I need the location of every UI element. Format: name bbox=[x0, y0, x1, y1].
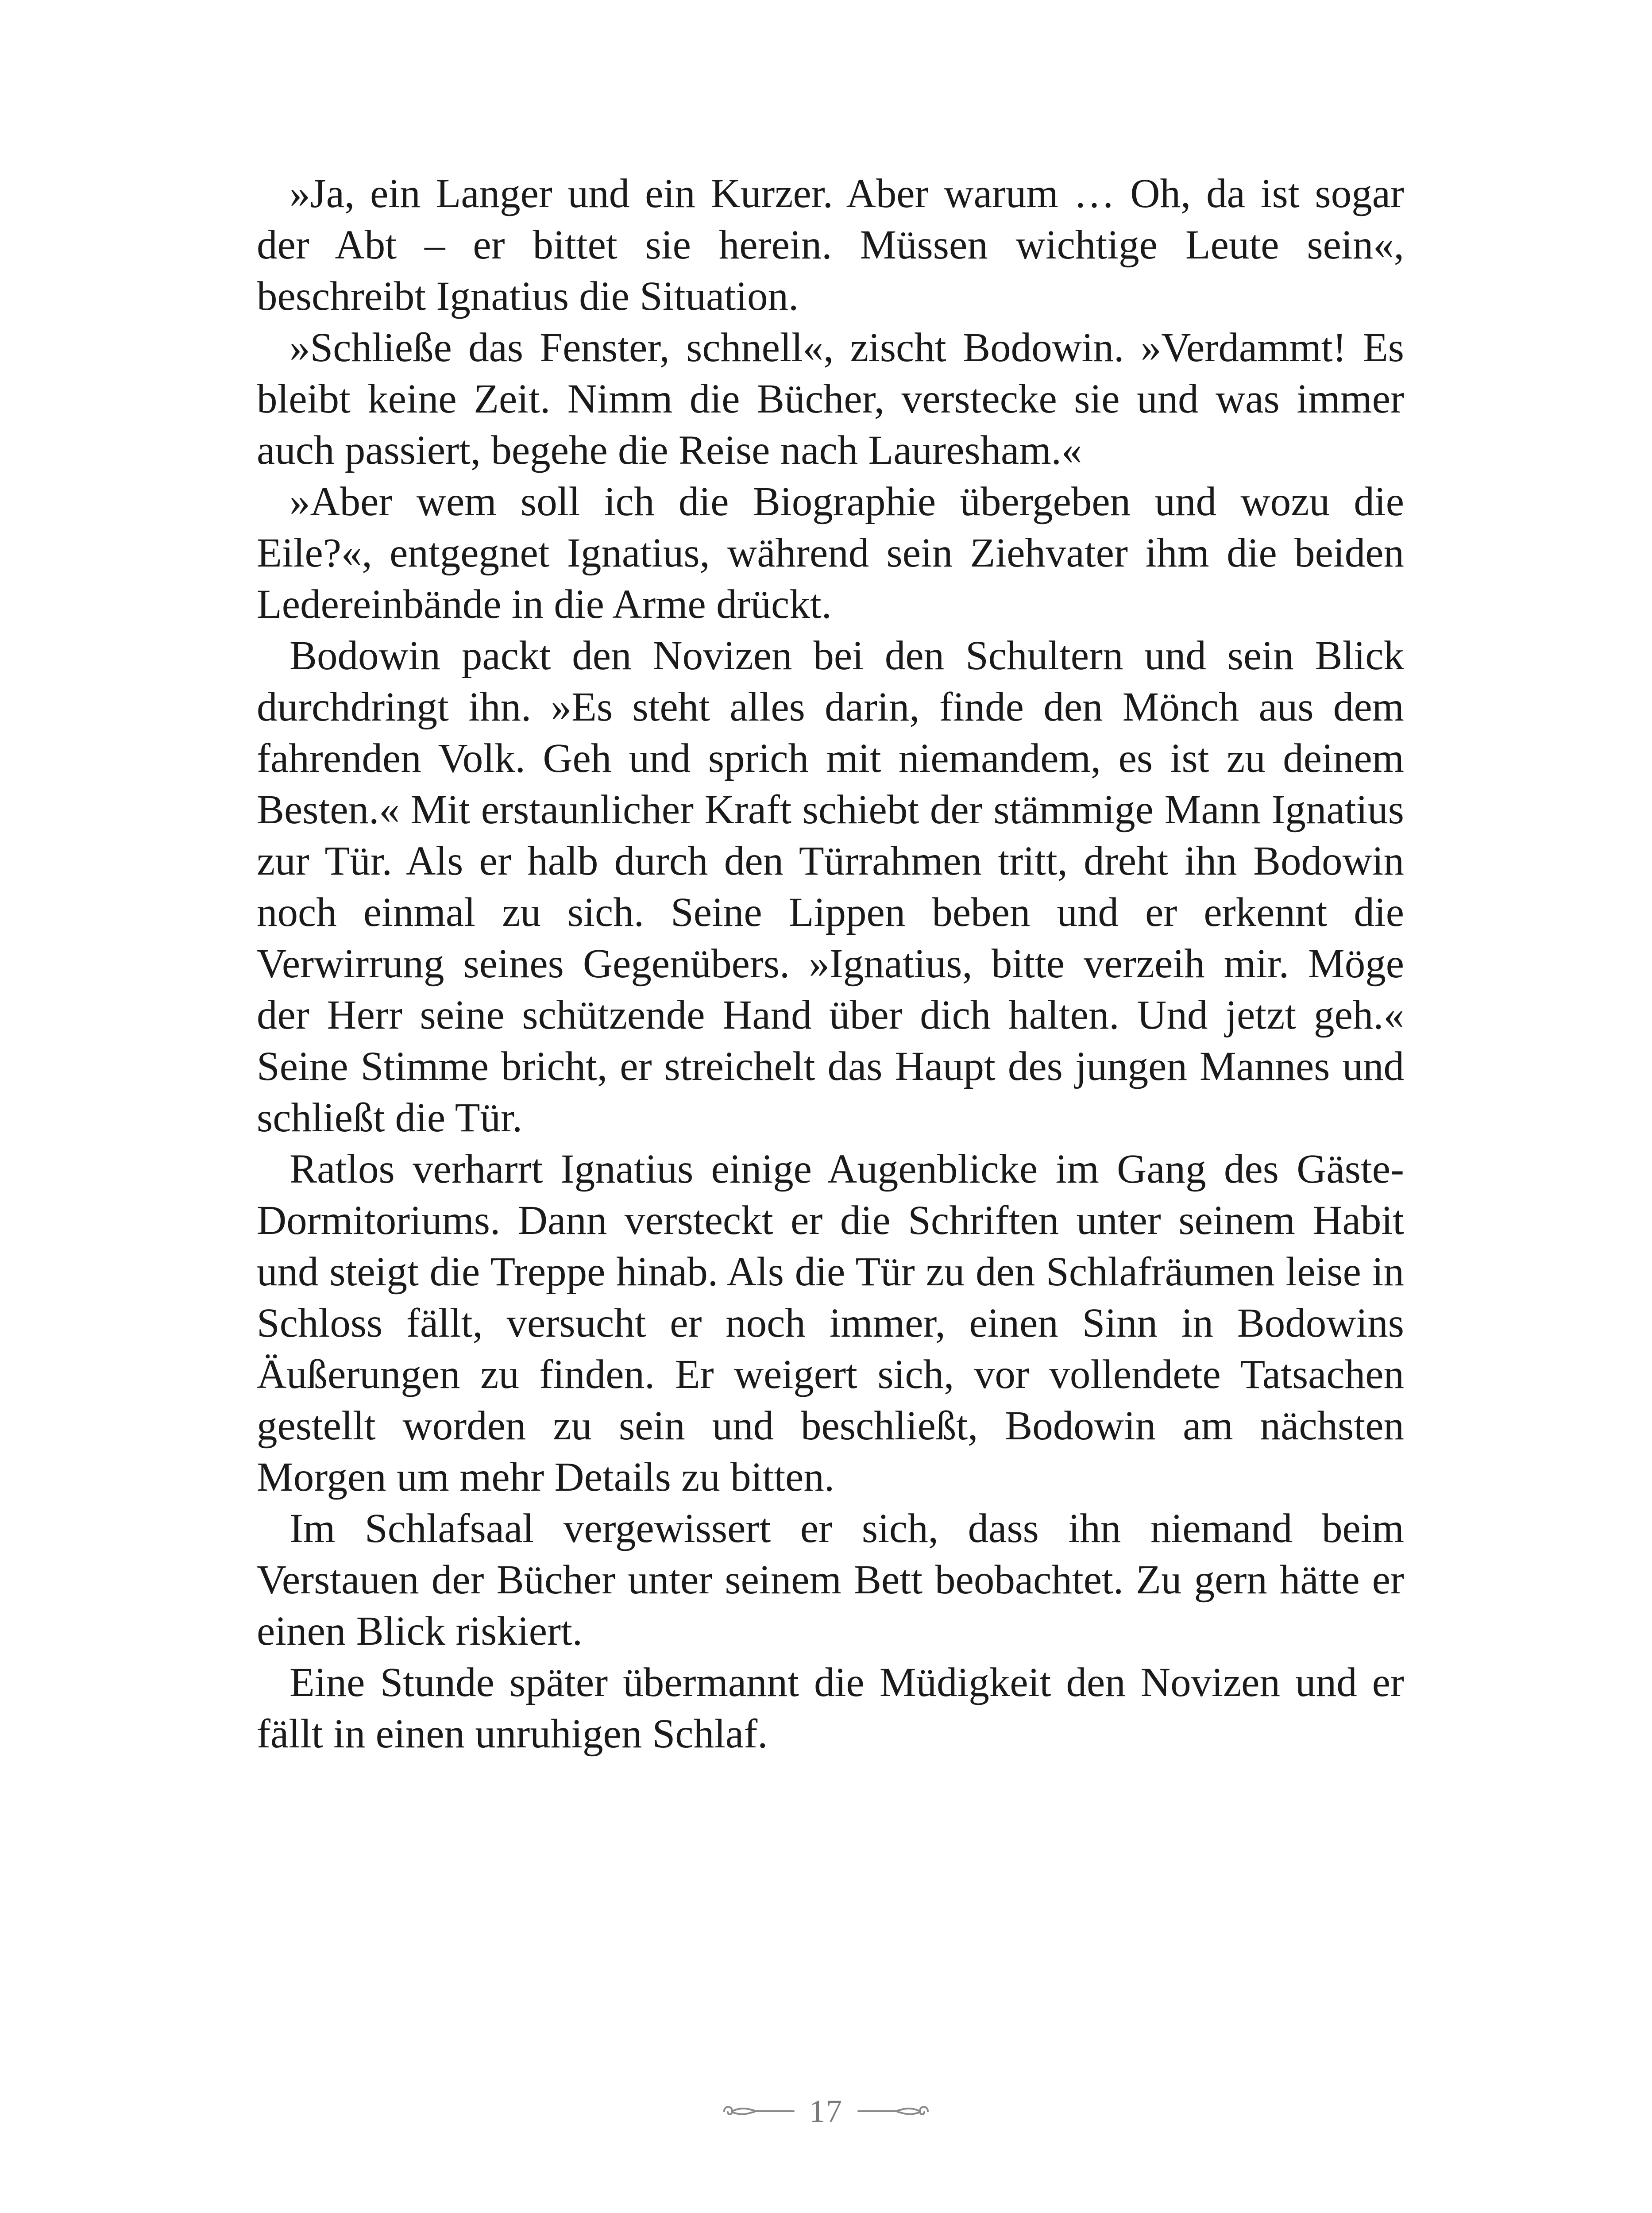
paragraph: Bodowin packt den Novizen bei den Schultern und sein Blick durchdringt ihn. »Es steht alles darin, finde den Mönch aus dem fahrenden Volk. Geh und sprich mit niemandem, es ist zu deinem Besten.« Mit erstaunlicher Kraft schiebt der stämmige Mann Ignatius zur Tür. Als er halb durch den Türrahmen tritt, dreht ihn Bodowin noch einmal zu sich. Seine Lippen beben und er erkennt die Verwirrung seines Gegenübers. »Ignatius, bitte verzeih mir. Möge der Herr seine schützende Hand über dich halten. Und jetzt geh.« Seine Stimme bricht, er streichelt das Haupt des jungen Mannes und schließt die Tür. bbox=[257, 633, 1404, 1141]
paragraph: »Ja, ein Langer und ein Kurzer. Aber warum … Oh, da ist sogar der Abt – er bittet sie herein. Müssen wichtige Leute sein«, beschreibt Ignatius die Situation. bbox=[257, 171, 1404, 319]
paragraph: »Aber wem soll ich die Biographie übergeben und wozu die Eile?«, entgegnet Ignatius, während sein Ziehvater ihm die beiden Ledereinbände in die Arme drückt. bbox=[257, 479, 1404, 627]
page-number: 17 bbox=[809, 2093, 843, 2129]
page-footer bbox=[0, 2089, 1652, 2133]
paragraph: Ratlos verharrt Ignatius einige Augenblicke im Gang des Gäste-Dormitoriums. Dann versteckt er die Schriften unter seinem Habit und steigt die Treppe hinab. Als die Tür zu den Schlafräumen leise in Schloss fällt, versucht er noch immer, einen Sinn in Bodowins Äußerungen zu finden. Er weigert sich, vor vollendete Tatsachen gestellt worden zu sein und beschließt, Bodowin am nächsten Morgen um mehr Details zu bitten. bbox=[257, 1146, 1404, 1500]
body-text bbox=[257, 168, 1404, 1760]
scroll-flourish-left-icon bbox=[721, 2100, 796, 2122]
paragraph: Im Schlafsaal vergewissert er sich, dass ihn niemand beim Verstauen der Bücher unter seinem Bett beobachtet. Zu gern hätte er einen Blick riskiert. bbox=[257, 1506, 1404, 1654]
paragraph: Eine Stunde später übermannt die Müdigkeit den Novizen und er fällt in einen unruhigen Schlaf. bbox=[257, 1660, 1404, 1757]
paragraph: »Schließe das Fenster, schnell«, zischt Bodowin. »Verdammt! Es bleibt keine Zeit. Nimm die Bücher, verstecke sie und was immer auch passiert, begehe die Reise nach Lauresham.« bbox=[257, 325, 1404, 473]
scroll-flourish-right-icon bbox=[856, 2100, 931, 2122]
